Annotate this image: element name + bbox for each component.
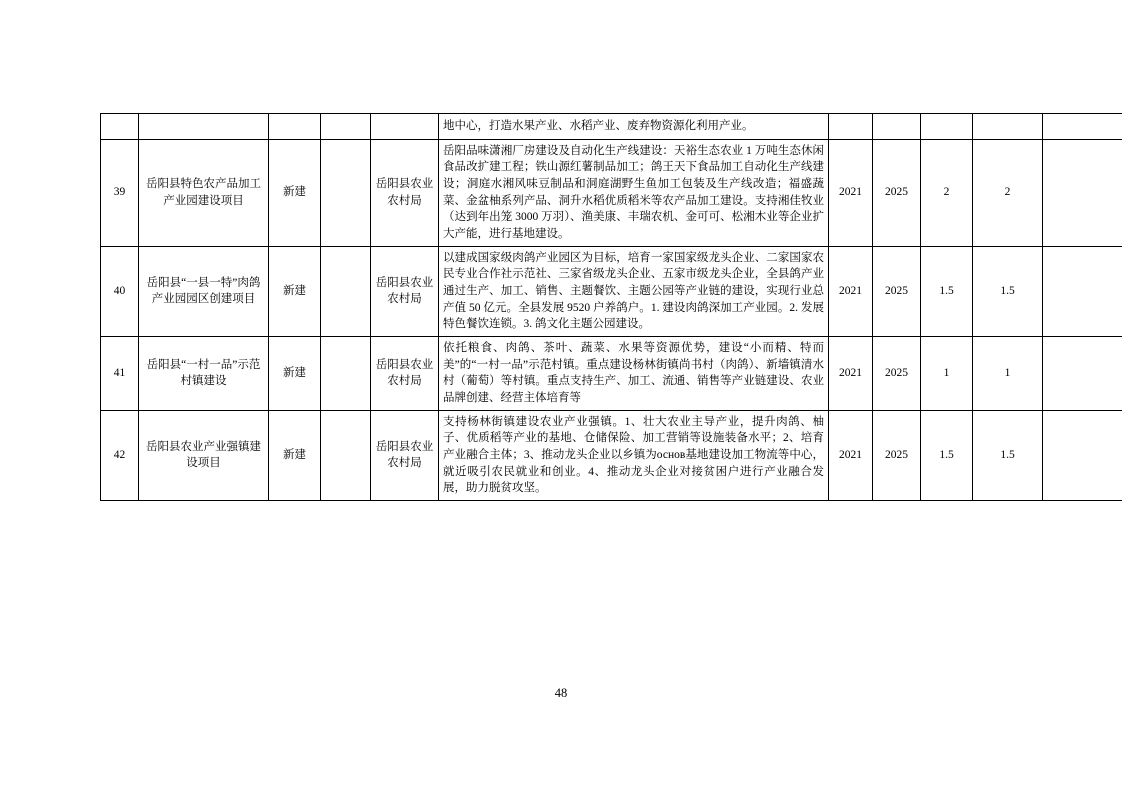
- table-row: [101, 337, 1122, 411]
- investment-total: 1: [921, 337, 973, 411]
- investment-total: 1.5: [921, 410, 973, 500]
- project-type: 新建: [269, 246, 321, 336]
- project-type: 新建: [269, 410, 321, 500]
- end-year: [873, 114, 921, 140]
- investment-total: [921, 114, 973, 140]
- investment-period: 1.5: [973, 410, 1043, 500]
- project-table-container: [100, 113, 1022, 501]
- blank-cell: [321, 337, 371, 411]
- end-year: 2025: [873, 410, 921, 500]
- row-index: 42: [101, 410, 139, 500]
- investment-period: 1.5: [973, 246, 1043, 336]
- project-name: 岳阳县“一县一特”肉鸽产业园园区创建项目: [139, 246, 269, 336]
- remark-cell: [1043, 337, 1122, 411]
- end-year: 2025: [873, 139, 921, 246]
- project-description: 岳阳品味潇湘厂房建设及自动化生产线建设：天裕生态农业 1 万吨生态休闲食品改扩建工程；铁山源红薯制品加工；鸽王天下食品加工自动化生产线建设；洞庭水湘风味豆制品和洞庭湖野生鱼加工包装及生产线改造；福盛蔬菜、金盆柚系列产品、洞升水稻优质稻米等农产品加工建设。支持湘佳牧业（达到年出笼 3000 万羽）、渔美康、丰瑞农机、金可可、松湘木业等企业扩大产能，进行基地建设。: [439, 139, 829, 246]
- project-type: 新建: [269, 337, 321, 411]
- remark-cell: [1043, 114, 1122, 140]
- investment-total: 2: [921, 139, 973, 246]
- responsible-unit: 岳阳县农业农村局: [371, 410, 439, 500]
- responsible-unit: [371, 114, 439, 140]
- investment-total: 1.5: [921, 246, 973, 336]
- project-description: 以建成国家级肉鸽产业园区为目标，培育一家国家级龙头企业、二家国家农民专业合作社示范社、三家省级龙头企业、五家市级龙头企业，全县鸽产业通过生产、加工、销售、主题餐饮、主题公园等产业链的建设，实现行业总产值 50 亿元。全县发展 9520 户养鸽户。1. 建设肉鸽深加工产业园。2. 发展特色餐饮连锁。3. 鸽文化主题公园建设。: [439, 246, 829, 336]
- responsible-unit: 岳阳县农业农村局: [371, 246, 439, 336]
- project-name: [139, 114, 269, 140]
- blank-cell: [321, 410, 371, 500]
- row-index: 40: [101, 246, 139, 336]
- table-row: [101, 114, 1122, 140]
- remark-cell: [1043, 410, 1122, 500]
- project-description: 支持杨林街镇建设农业产业强镇。1、壮大农业主导产业，提升肉鸽、柚子、优质稻等产业的基地、仓储保险、加工营销等设施装备水平；2、培育产业融合主体；3、推动龙头企业以乡镇为основ基地建设加工物流等中心，就近吸引农民就业和创业。4、推动龙头企业对接贫困户进行产业融合发展，助力脱贫攻坚。: [439, 410, 829, 500]
- responsible-unit: 岳阳县农业农村局: [371, 139, 439, 246]
- start-year: 2021: [829, 337, 873, 411]
- project-description: 地中心，打造水果产业、水稻产业、废弃物资源化利用产业。: [439, 114, 829, 140]
- row-index: 39: [101, 139, 139, 246]
- table-row: [101, 139, 1122, 246]
- row-index: 41: [101, 337, 139, 411]
- project-name: 岳阳县“一村一品”示范村镇建设: [139, 337, 269, 411]
- investment-period: 1: [973, 337, 1043, 411]
- project-name: 岳阳县特色农产品加工产业园建设项目: [139, 139, 269, 246]
- row-index: [101, 114, 139, 140]
- table-row: [101, 246, 1122, 336]
- project-name: 岳阳县农业产业强镇建设项目: [139, 410, 269, 500]
- blank-cell: [321, 139, 371, 246]
- responsible-unit: 岳阳县农业农村局: [371, 337, 439, 411]
- start-year: 2021: [829, 410, 873, 500]
- remark-cell: [1043, 139, 1122, 246]
- start-year: [829, 114, 873, 140]
- blank-cell: [321, 114, 371, 140]
- investment-period: [973, 114, 1043, 140]
- remark-cell: [1043, 246, 1122, 336]
- investment-period: 2: [973, 139, 1043, 246]
- project-type: 新建: [269, 139, 321, 246]
- project-type: [269, 114, 321, 140]
- project-description: 依托粮食、肉鸽、茶叶、蔬菜、水果等资源优势，建设“小而精、特而美”的“一村一品”示范村镇。重点建设杨林街镇尚书村（肉鸽）、新墙镇清水村（葡萄）等村镇。重点支持生产、加工、流通、销售等产业链建设、农业品牌创建、经营主体培育等: [439, 337, 829, 411]
- blank-cell: [321, 246, 371, 336]
- page-number: 48: [554, 686, 568, 700]
- table-row: [101, 410, 1122, 500]
- end-year: 2025: [873, 246, 921, 336]
- start-year: 2021: [829, 246, 873, 336]
- start-year: 2021: [829, 139, 873, 246]
- project-table: [100, 113, 1122, 501]
- end-year: 2025: [873, 337, 921, 411]
